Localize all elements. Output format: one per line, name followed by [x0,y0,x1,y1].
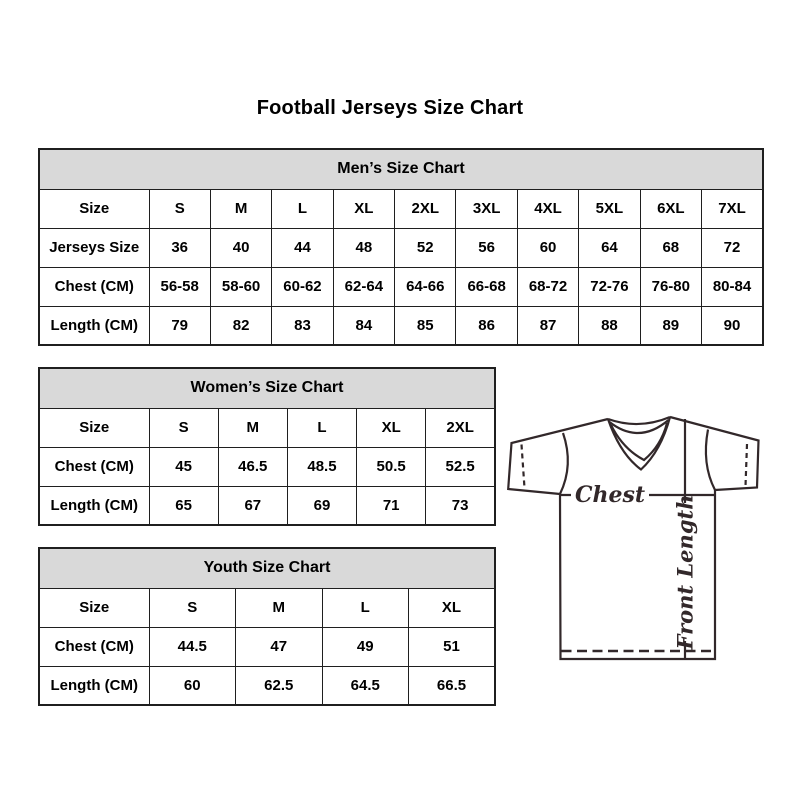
table-cell: 44 [272,228,333,267]
table-title-row [39,548,495,588]
row-label: Size [39,588,149,627]
table-title: Men’s Size Chart [39,149,763,189]
table-row [39,267,763,306]
table-cell: 40 [210,228,271,267]
table-cell: 84 [333,306,394,345]
table-cell: S [149,189,210,228]
front-length-label: Front Length [672,494,698,650]
table-cell: L [272,189,333,228]
table-cell: 2XL [426,408,495,447]
table-cell: M [236,588,323,627]
row-label: Length (CM) [39,306,149,345]
chest-label: Chest [574,482,646,508]
table-cell: 49 [322,627,409,666]
table-cell: 60 [149,666,236,705]
jersey-right-sleeve [670,417,759,490]
table-cell: S [149,588,236,627]
table-cell: 62-64 [333,267,394,306]
table-cell: 73 [426,486,495,525]
youth-size-table [38,547,496,706]
table-cell: S [149,408,218,447]
table-cell: 48 [333,228,394,267]
table-row [39,189,763,228]
table-cell: 62.5 [236,666,323,705]
table-row [39,228,763,267]
table-cell: 87 [517,306,578,345]
table-cell: 67 [218,486,287,525]
row-label: Length (CM) [39,666,149,705]
table-cell: L [287,408,356,447]
table-cell: 65 [149,486,218,525]
page-title: Football Jerseys Size Chart [256,97,524,119]
table-row [39,588,495,627]
table-cell: 89 [640,306,701,345]
row-label: Jerseys Size [39,228,149,267]
table-cell: 88 [579,306,640,345]
table-row [39,447,495,486]
womens-size-table [38,367,496,526]
table-cell: 82 [210,306,271,345]
table-cell: 52.5 [426,447,495,486]
table-cell: 45 [149,447,218,486]
table-cell: 60-62 [272,267,333,306]
row-label: Chest (CM) [39,627,149,666]
table-cell: XL [357,408,426,447]
table-cell: 68-72 [517,267,578,306]
table-cell: 85 [395,306,456,345]
table-cell: 64-66 [395,267,456,306]
row-label: Chest (CM) [39,447,149,486]
table-cell: 6XL [640,189,701,228]
jersey-right-sleeve-seam [706,430,715,491]
table-cell: 83 [272,306,333,345]
row-label: Size [39,189,149,228]
table-cell: 7XL [702,189,763,228]
table-cell: 47 [236,627,323,666]
table-cell: 5XL [579,189,640,228]
table-cell: XL [333,189,394,228]
row-label: Size [39,408,149,447]
table-cell: 50.5 [357,447,426,486]
table-cell: 72-76 [579,267,640,306]
table-cell: 3XL [456,189,517,228]
table-cell: XL [409,588,496,627]
table-title-row [39,368,495,408]
jersey-outline-icon [508,417,758,659]
table-cell: 2XL [395,189,456,228]
table-cell: 56 [456,228,517,267]
table-cell: 71 [357,486,426,525]
table-cell: 4XL [517,189,578,228]
table-cell: 79 [149,306,210,345]
table-cell: 58-60 [210,267,271,306]
table-cell: 72 [702,228,763,267]
table-cell: 36 [149,228,210,267]
table-row [39,627,495,666]
table-cell: 44.5 [149,627,236,666]
jersey-left-sleeve-seam [560,433,568,494]
table-cell: 56-58 [149,267,210,306]
jersey-measurement-diagram [505,403,775,675]
table-title: Youth Size Chart [39,548,495,588]
table-cell: M [218,408,287,447]
row-label: Length (CM) [39,486,149,525]
table-cell: 66-68 [456,267,517,306]
table-cell: 48.5 [287,447,356,486]
table-cell: 69 [287,486,356,525]
right-cuff-stitch-line [746,444,748,486]
row-label: Chest (CM) [39,267,149,306]
table-cell: 66.5 [409,666,496,705]
table-cell: L [322,588,409,627]
table-cell: 76-80 [640,267,701,306]
table-row [39,666,495,705]
table-cell: 86 [456,306,517,345]
table-row [39,486,495,525]
mens-size-table [38,148,764,346]
table-title: Women’s Size Chart [39,368,495,408]
left-cuff-stitch-line [522,445,525,489]
table-cell: 52 [395,228,456,267]
table-row [39,306,763,345]
jersey-collar-back [608,417,670,424]
table-cell: 51 [409,627,496,666]
table-cell: 90 [702,306,763,345]
table-cell: M [210,189,271,228]
table-cell: 60 [517,228,578,267]
table-cell: 64.5 [322,666,409,705]
table-cell: 64 [579,228,640,267]
table-title-row [39,149,763,189]
table-cell: 46.5 [218,447,287,486]
table-cell: 80-84 [702,267,763,306]
table-row [39,408,495,447]
table-cell: 68 [640,228,701,267]
